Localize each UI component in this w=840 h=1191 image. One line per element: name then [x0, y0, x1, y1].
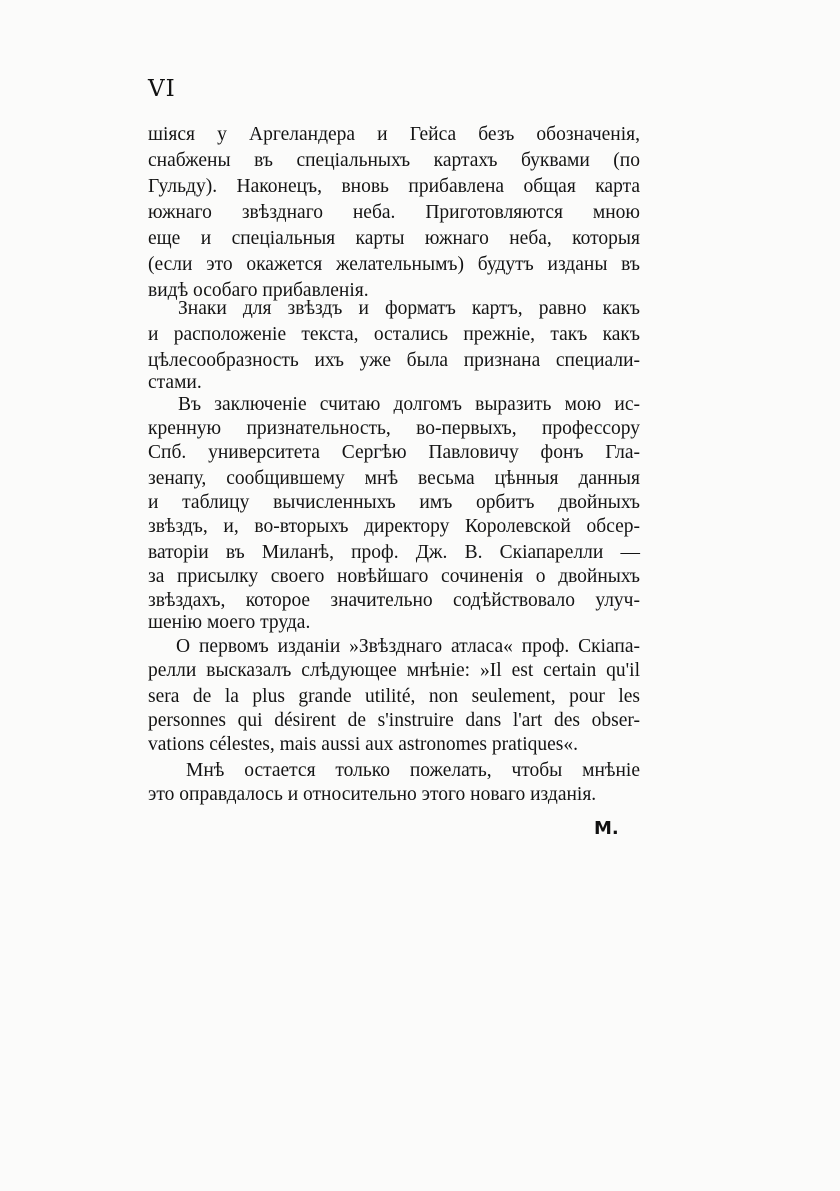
paragraph-3-line-8: за присылку своего новѣйшаго сочиненія о двойныхъ: [148, 566, 640, 587]
paragraph-5-line-2: это оправдалось и относительно этого новаго изданія.: [148, 784, 597, 805]
page-number: VI: [148, 76, 176, 102]
paragraph-3-line-5: и таблицу вычисленныхъ имъ орбитъ двойныхъ: [148, 492, 640, 513]
paragraph-3-line-10: шенію моего труда.: [148, 612, 311, 633]
paragraph-4-line-1: О первомъ изданіи »Звѣзднаго атласа« проф. Скіапа-: [176, 636, 640, 657]
paragraph-4-line-5: vations célestes, mais aussi aux astronomes pratiques«.: [148, 734, 578, 755]
paragraph-1-line-5: еще и спеціальныя карты южнаго неба, которыя: [148, 228, 640, 249]
paragraph-3-line-4: зенапу, сообщившему мнѣ весьма цѣнныя данныя: [148, 468, 640, 489]
paragraph-3-line-9: звѣздахъ, которое значительно содѣйствовало улуч-: [148, 590, 640, 611]
paragraph-2-line-4: стами.: [148, 372, 202, 393]
paragraph-4-line-4: personnes qui désirent de s'instruire dans l'art des obser-: [148, 710, 640, 731]
paragraph-3-line-2: кренную признательность, во-первыхъ, профессору: [148, 418, 640, 439]
paragraph-3-line-6: звѣздъ, и, во-вторыхъ директору Королевской обсер-: [148, 516, 640, 537]
paragraph-4-line-2: релли высказалъ слѣдующее мнѣніе: »Il est certain qu'il: [148, 660, 640, 681]
paragraph-3-line-7: ваторіи въ Миланѣ, проф. Дж. В. Скіапарелли —: [148, 542, 640, 563]
paragraph-1-line-1: шіяся у Аргеландера и Гейса безъ обозначенія,: [148, 124, 640, 145]
paragraph-1-line-3: Гульду). Наконецъ, вновь прибавлена общая карта: [148, 176, 640, 197]
paragraph-1-line-4: южнаго звѣзднаго неба. Приготовляются мною: [148, 202, 640, 223]
paragraph-4-line-3: sera de la plus grande utilité, non seulement, pour les: [148, 686, 640, 707]
paragraph-2-line-3: цѣлесообразность ихъ уже была признана специали-: [148, 350, 640, 371]
paragraph-3-line-3: Спб. университета Сергѣю Павловичу фонъ Гла-: [148, 442, 640, 463]
author-signature: М.: [594, 818, 619, 839]
paragraph-1-line-7: видѣ особаго прибавленія.: [148, 280, 369, 301]
paragraph-1-line-2: снабжены въ спеціальныхъ картахъ буквами (по: [148, 150, 640, 171]
paragraph-3-line-1: Въ заключеніе считаю долгомъ выразить мою ис-: [178, 394, 640, 415]
paragraph-5-line-1: Мнѣ остается только пожелать, чтобы мнѣніе: [186, 760, 640, 781]
paragraph-2-line-1: Знаки для звѣздъ и форматъ картъ, равно какъ: [178, 298, 640, 319]
paragraph-2-line-2: и расположеніе текста, остались прежніе, такъ какъ: [148, 324, 640, 345]
paragraph-1-line-6: (если это окажется желательнымъ) будутъ изданы въ: [148, 254, 640, 275]
